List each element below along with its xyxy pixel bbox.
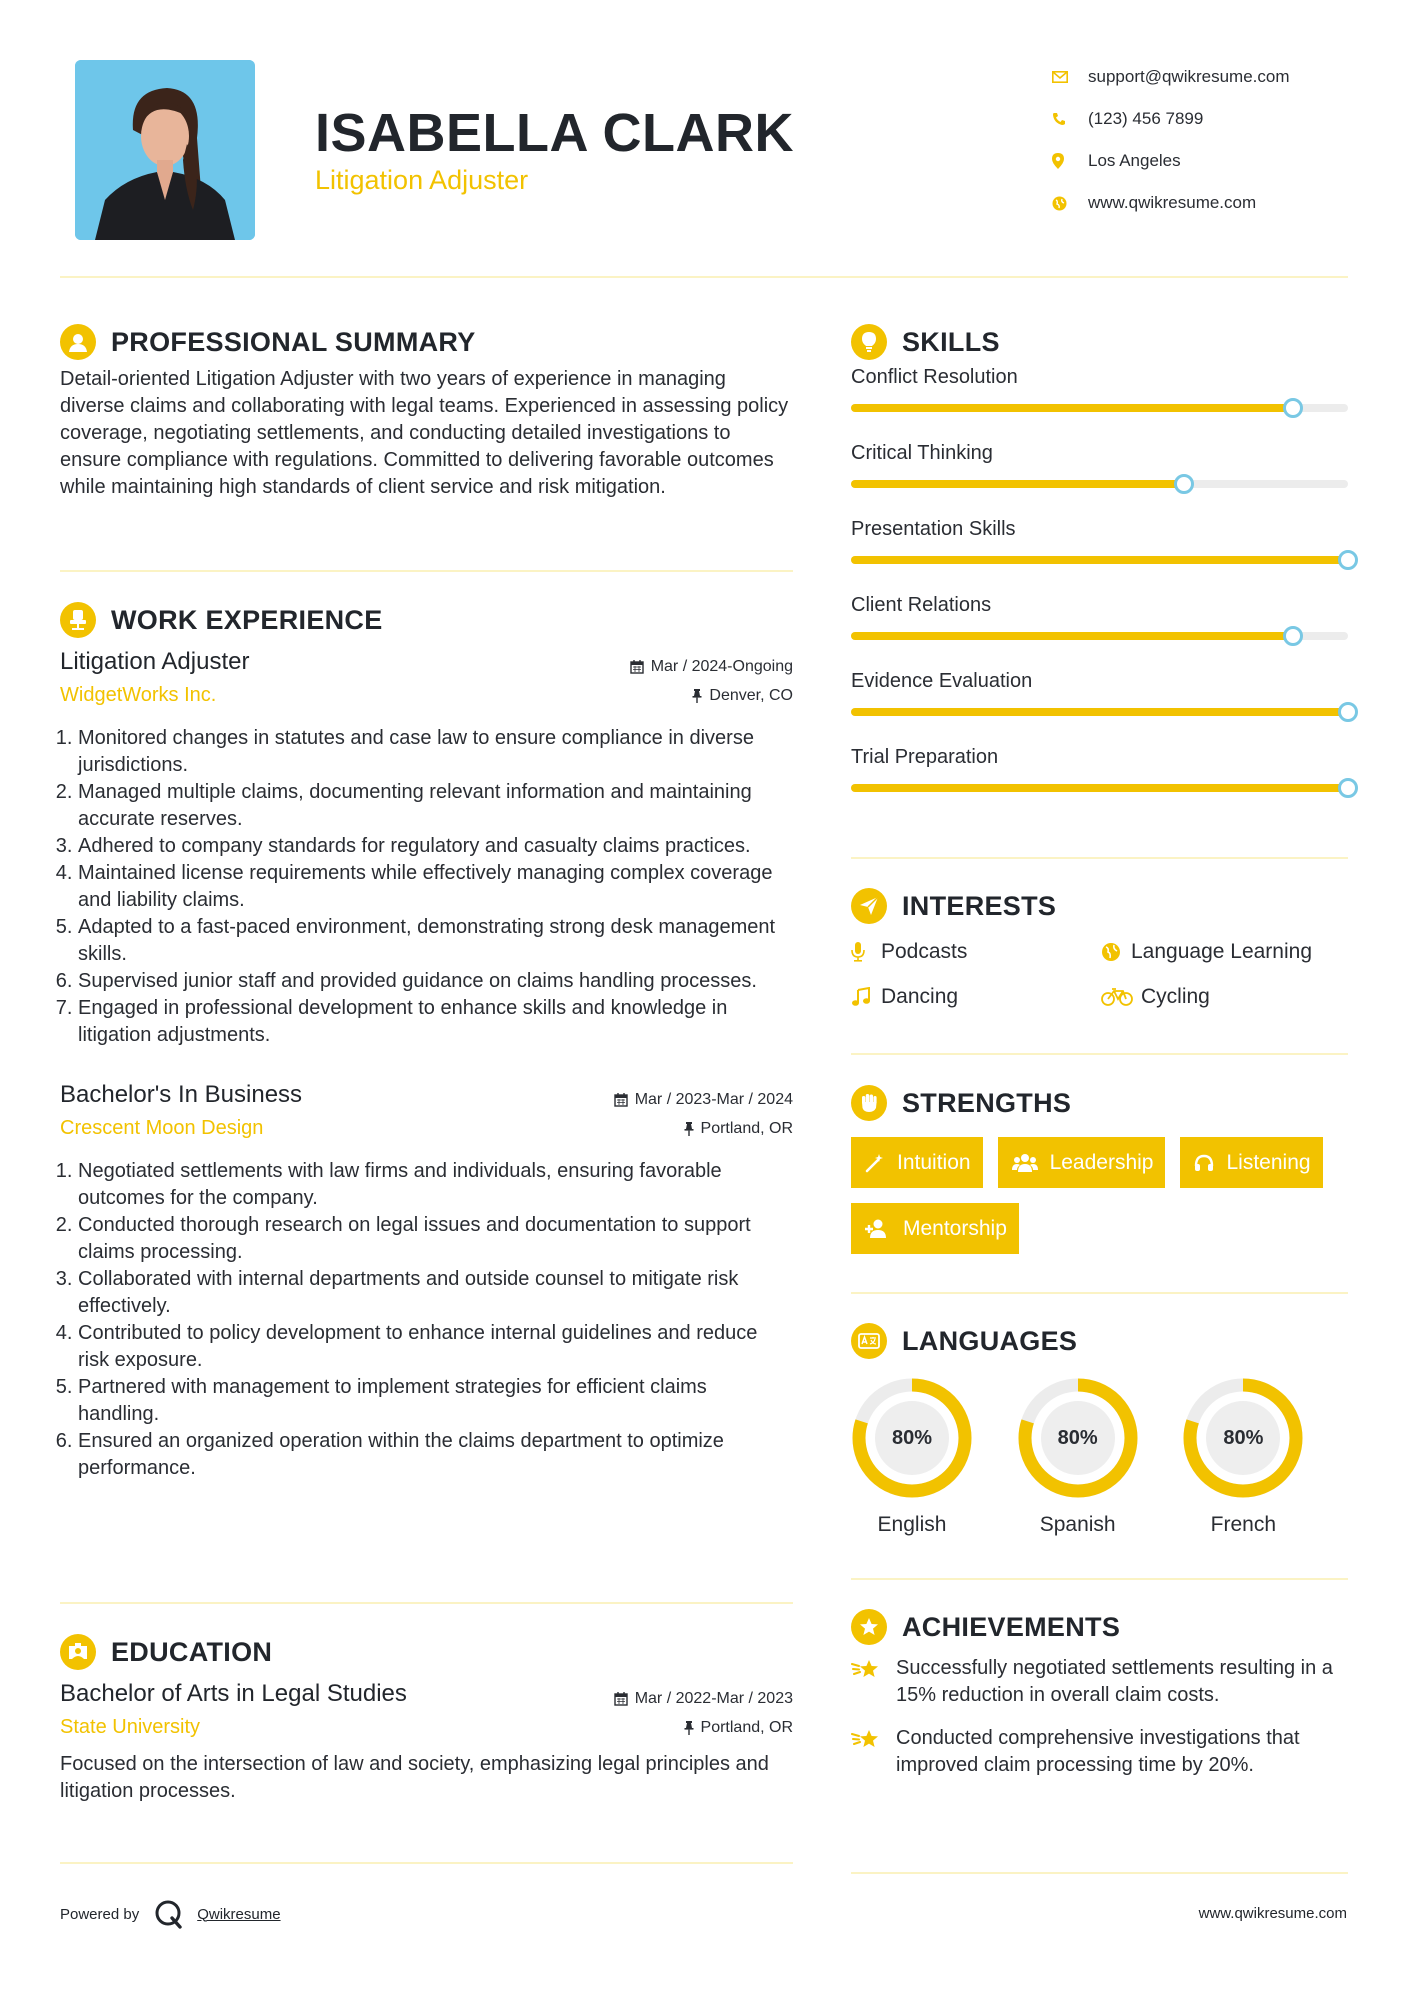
footer-url-link[interactable]: www.qwikresume.com: [1198, 1905, 1347, 1922]
summary-section: [60, 322, 793, 501]
strength-label: Listening: [1226, 1150, 1311, 1174]
experience-section: [60, 600, 793, 1482]
job-dates-text: Mar / 2024-Ongoing: [650, 658, 793, 675]
interest-item: [851, 938, 1101, 966]
education-location: [684, 1719, 793, 1737]
language-percent: 80%: [891, 1426, 933, 1449]
skill-knob: [1283, 626, 1303, 646]
language-item: [1182, 1377, 1348, 1537]
skill-item: [851, 366, 1348, 442]
duty-item: 4. Maintained license requirements while effectively managing complex coverage and liability claims.: [78, 860, 793, 914]
calendar-icon: [614, 1093, 628, 1107]
skills-list: [851, 366, 1348, 822]
language-name: Spanish: [1039, 1513, 1116, 1536]
skill-fill: [851, 480, 1184, 488]
summary-divider: [60, 570, 793, 572]
strength-chip: [1180, 1137, 1322, 1188]
achievement-text: Conducted comprehensive investigations that improved claim processing time by 20%.: [896, 1727, 1300, 1776]
powered-by-text: Powered by: [60, 1905, 140, 1923]
magic-wand-icon: [865, 1153, 885, 1173]
envelope-icon: [1050, 71, 1088, 83]
shooting-star-icon: [851, 1725, 896, 1779]
duty-item: 1. Negotiated settlements with law firms and individuals, ensuring favorable outcomes for the company.: [78, 1158, 793, 1212]
contact-website-text: www.qwikresume.com: [1088, 193, 1257, 212]
strength-chip: [851, 1203, 1019, 1254]
contact-email-text: support@qwikresume.com: [1088, 67, 1290, 86]
company-name: Crescent Moon Design: [60, 1117, 264, 1139]
strengths-title: STRENGTHS: [902, 1087, 1072, 1118]
contact-list: [1050, 56, 1290, 224]
headphones-icon: [1194, 1154, 1214, 1172]
interest-label: Podcasts: [881, 940, 968, 963]
footer-powered-by: [60, 1898, 281, 1930]
education-heading: [60, 1632, 793, 1672]
calendar-icon: [630, 660, 644, 674]
duty-item: 6. Supervised junior staff and provided guidance on claims handling processes.: [78, 968, 793, 995]
location-pin-icon: [1050, 153, 1088, 169]
graduation-icon: [60, 1634, 96, 1670]
skill-track: [851, 404, 1348, 412]
globe-icon: [1101, 942, 1131, 962]
strength-label: Leadership: [1049, 1150, 1154, 1174]
education-dates: [614, 1690, 793, 1708]
summary-title: PROFESSIONAL SUMMARY: [111, 326, 476, 357]
skill-knob: [1338, 702, 1358, 722]
skill-track: [851, 480, 1348, 488]
language-ring: [1017, 1377, 1139, 1499]
contact-website[interactable]: [1050, 182, 1290, 224]
language-name: English: [877, 1513, 947, 1536]
achievement-item: [851, 1725, 1348, 1779]
globe-icon: [1050, 196, 1088, 211]
duty-list: [60, 725, 793, 1049]
job-dates: [614, 1091, 793, 1109]
pushpin-icon: [684, 1721, 694, 1735]
skill-track: [851, 784, 1348, 792]
fist-icon: [851, 1085, 887, 1121]
skills-divider: [851, 857, 1348, 859]
users-icon: [1012, 1153, 1038, 1173]
job-location-text: Denver, CO: [709, 686, 793, 704]
duty-item: 2. Managed multiple claims, documenting relevant information and maintaining accurate reserves.: [78, 779, 793, 833]
skill-name: Critical Thinking: [851, 442, 993, 464]
skill-item: [851, 594, 1348, 670]
profile-photo: [75, 60, 255, 240]
job-location: [692, 687, 793, 705]
language-item: [851, 1377, 1017, 1537]
duty-item: 6. Ensured an organized operation within the claims department to optimize performance.: [78, 1428, 793, 1482]
languages-title: LANGUAGES: [902, 1325, 1078, 1356]
contact-phone[interactable]: [1050, 98, 1290, 140]
achievements-divider: [851, 1872, 1348, 1874]
contact-phone-text: (123) 456 7899: [1088, 109, 1204, 128]
skill-knob: [1338, 550, 1358, 570]
portrait-illustration: [75, 60, 255, 240]
interests-list: [851, 938, 1348, 1011]
skills-heading: [851, 322, 1348, 362]
resume-header: [0, 0, 1407, 280]
interests-divider: [851, 1053, 1348, 1055]
user-plus-icon: [865, 1219, 891, 1239]
experience-title: WORK EXPERIENCE: [111, 604, 383, 635]
education-section: [60, 1632, 793, 1805]
candidate-title: Litigation Adjuster: [315, 165, 529, 195]
strength-label: Mentorship: [903, 1216, 1007, 1240]
education-dates-text: Mar / 2022-Mar / 2023: [634, 1690, 793, 1707]
duty-item: 2. Conducted thorough research on legal issues and documentation to support claims processing.: [78, 1212, 793, 1266]
strengths-section: [851, 1083, 1348, 1254]
strength-chip: [998, 1137, 1166, 1188]
skill-name: Client Relations: [851, 594, 992, 616]
duty-list: [60, 1158, 793, 1482]
header-divider: [60, 276, 1348, 278]
skill-name: Presentation Skills: [851, 518, 1016, 540]
skill-fill: [851, 404, 1293, 412]
job-entry-2: [60, 1081, 793, 1482]
interest-label: Language Learning: [1131, 940, 1313, 963]
paper-plane-icon: [851, 888, 887, 924]
company-name: WidgetWorks Inc.: [60, 684, 217, 706]
lightbulb-icon: [851, 324, 887, 360]
education-divider: [60, 1862, 793, 1864]
skill-name: Evidence Evaluation: [851, 670, 1033, 692]
education-entry: [60, 1680, 793, 1805]
duty-item: 3. Collaborated with internal departments and outside counsel to mitigate risk effectively.: [78, 1266, 793, 1320]
skill-name: Trial Preparation: [851, 746, 999, 768]
microphone-icon: [851, 942, 881, 962]
school-name: State University: [60, 1716, 201, 1738]
experience-heading: [60, 600, 793, 640]
star-badge-icon: [851, 1609, 887, 1645]
language-ring: [851, 1377, 973, 1499]
language-card-icon: [851, 1323, 887, 1359]
language-percent: 80%: [1057, 1426, 1098, 1449]
interest-item: [1101, 983, 1348, 1011]
calendar-icon: [614, 1692, 628, 1706]
summary-heading: [60, 322, 793, 362]
skill-fill: [851, 632, 1293, 640]
job-location: [684, 1120, 793, 1138]
summary-text: Detail-oriented Litigation Adjuster with two years of experience in managing diverse claims and collaborating with legal teams. Experienced in assessing policy coverage, negotiating settlements, and conducting detailed investigations to ensure compliance with regulations. Committed to delivering favorable outcomes while maintaining high standards of client service and risk mitigation.: [60, 368, 789, 498]
education-location-text: Portland, OR: [700, 1718, 793, 1736]
interest-label: Cycling: [1141, 985, 1210, 1008]
achievements-heading: [851, 1607, 1348, 1647]
education-title: EDUCATION: [111, 1636, 273, 1667]
achievement-item: [851, 1655, 1348, 1709]
duty-item: 5. Adapted to a fast-paced environment, demonstrating strong desk management skills.: [78, 914, 793, 968]
duty-item: 4. Contributed to policy development to enhance internal guidelines and reduce risk exposure.: [78, 1320, 793, 1374]
strengths-heading: [851, 1083, 1348, 1123]
duty-item: 1. Monitored changes in statutes and case law to ensure compliance in diverse jurisdictions.: [78, 725, 793, 779]
bicycle-icon: [1101, 988, 1141, 1006]
languages-divider: [851, 1578, 1348, 1580]
language-percent: 80%: [1223, 1426, 1264, 1449]
skill-fill: [851, 708, 1348, 716]
job-dates: [630, 658, 793, 676]
language-name: French: [1210, 1513, 1277, 1536]
phone-icon: [1050, 112, 1088, 126]
interest-item: [851, 983, 1101, 1011]
qwikresume-logo-icon: [153, 1898, 185, 1930]
skill-item: [851, 746, 1348, 822]
interests-section: [851, 886, 1348, 1011]
interest-label: Dancing: [881, 985, 959, 1008]
skill-fill: [851, 556, 1348, 564]
strength-label: Intuition: [897, 1150, 971, 1174]
user-icon: [60, 324, 96, 360]
language-ring: [1182, 1377, 1304, 1499]
strengths-divider: [851, 1292, 1348, 1294]
skill-track: [851, 556, 1348, 564]
skill-track: [851, 708, 1348, 716]
skill-track: [851, 632, 1348, 640]
skill-knob: [1283, 398, 1303, 418]
interests-title: INTERESTS: [902, 890, 1057, 921]
languages-heading: [851, 1321, 1348, 1361]
candidate-name: ISABELLA CLARK: [315, 103, 794, 163]
strengths-list: [851, 1137, 1348, 1254]
skill-knob: [1174, 474, 1194, 494]
pushpin-icon: [684, 1122, 694, 1136]
strength-chip: [851, 1137, 983, 1188]
job-entry-1: [60, 648, 793, 1049]
interest-item: [1101, 938, 1348, 966]
skill-item: [851, 670, 1348, 746]
job-title: Bachelor's In Business: [60, 1081, 303, 1108]
skills-title: SKILLS: [902, 326, 1000, 357]
achievements-title: ACHIEVEMENTS: [902, 1611, 1121, 1642]
skill-fill: [851, 784, 1348, 792]
achievement-text: Successfully negotiated settlements resulting in a 15% reduction in overall claim costs.: [896, 1657, 1333, 1706]
duty-item: 7. Engaged in professional development to enhance skills and knowledge in litigation adjustments.: [78, 995, 793, 1049]
duty-item: 3. Adhered to company standards for regulatory and casualty claims practices.: [78, 833, 793, 860]
footer-brand-link[interactable]: Qwikresume: [197, 1905, 281, 1923]
skill-item: [851, 442, 1348, 518]
duty-item: 5. Partnered with management to implement strategies for efficient claims handling.: [78, 1374, 793, 1428]
skills-section: [851, 322, 1348, 822]
job-location-text: Portland, OR: [700, 1119, 793, 1137]
music-note-icon: [851, 987, 881, 1007]
education-description: Focused on the intersection of law and society, emphasizing legal principles and litigation processes.: [60, 1753, 769, 1802]
language-item: [1017, 1377, 1183, 1537]
languages-section: [851, 1321, 1348, 1537]
languages-list: [851, 1377, 1348, 1537]
contact-location-text: Los Angeles: [1088, 151, 1181, 170]
experience-divider: [60, 1602, 793, 1604]
interests-heading: [851, 886, 1348, 926]
skill-knob: [1338, 778, 1358, 798]
job-dates-text: Mar / 2023-Mar / 2024: [634, 1091, 793, 1108]
skill-item: [851, 518, 1348, 594]
pushpin-icon: [692, 689, 702, 703]
skill-name: Conflict Resolution: [851, 366, 1018, 388]
contact-location: [1050, 140, 1290, 182]
achievements-section: [851, 1607, 1348, 1779]
contact-email[interactable]: [1050, 56, 1290, 98]
briefcase-chair-icon: [60, 602, 96, 638]
shooting-star-icon: [851, 1655, 896, 1709]
degree-title: Bachelor of Arts in Legal Studies: [60, 1680, 407, 1707]
job-title: Litigation Adjuster: [60, 648, 250, 675]
